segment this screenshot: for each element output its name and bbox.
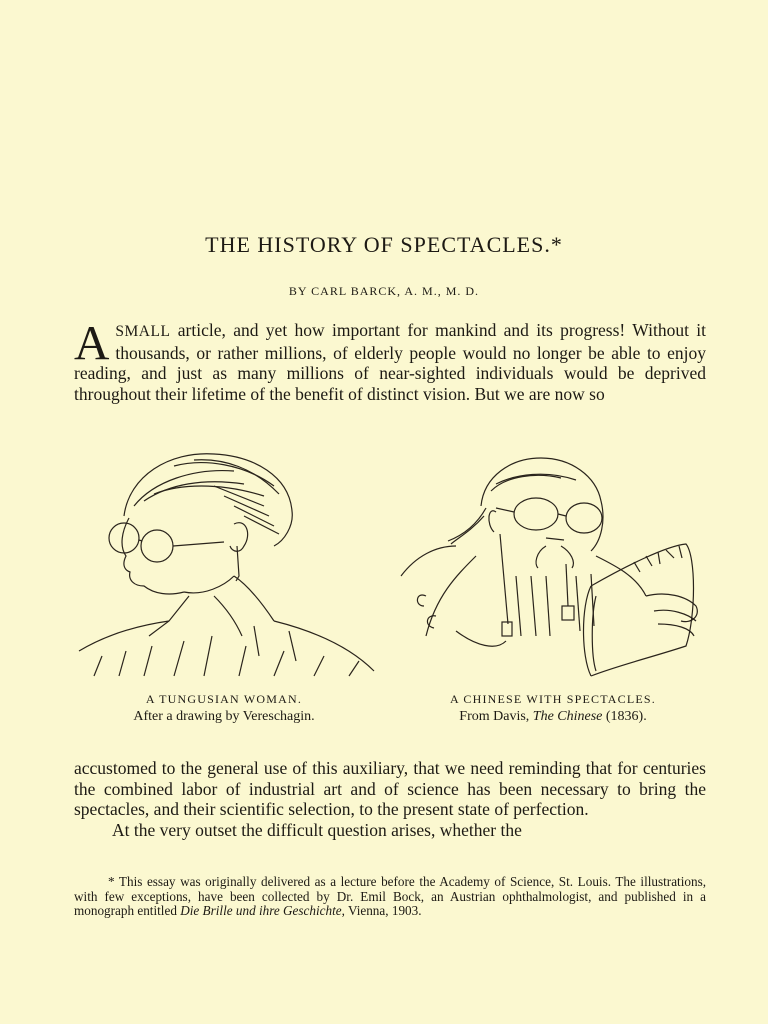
tungusian-woman-illustration xyxy=(74,446,384,680)
footnote-text-start: * This essay was originally delivered as a lecture before the Academy of Science, St. Louis. The illustrations, with few exceptions, have been collected by Dr. Emil Bock, an Austrian ophthalmologist, and published in a monograph entitled xyxy=(74,874,706,918)
article-title: THE HISTORY OF SPECTACLES.* xyxy=(205,232,563,257)
opening-paragraph-text: article, and yet how important for mankind and its progress! Without it thousands, or rather millions, of elderly people would no longer be able to enjoy reading, and just as many millions of near-sighted individuals would be deprived throughout their lifetime of the benefit of distinct vision. But we are now so xyxy=(74,320,706,404)
next-paragraph-text: At the very outset the difficult question arises, whether the xyxy=(112,819,522,840)
footnote xyxy=(74,875,706,919)
man-drawing xyxy=(396,446,706,680)
drop-cap: A xyxy=(74,315,110,370)
lead-word: SMALL xyxy=(115,323,171,340)
footnote-text-end: , Vienna, 1903. xyxy=(341,903,422,918)
left-caption-title: A TUNGUSIAN WOMAN. xyxy=(145,692,303,706)
left-figure-caption xyxy=(74,690,374,726)
right-caption-prefix: From Davis, xyxy=(459,709,533,724)
continuation-paragraph xyxy=(74,758,706,840)
chinese-man-illustration xyxy=(396,446,706,680)
right-caption-title: A CHINESE WITH SPECTACLES. xyxy=(449,692,657,706)
right-figure-caption xyxy=(398,690,708,726)
left-caption-credit: After a drawing by Vereschagin. xyxy=(133,709,315,724)
author-byline: BY CARL BARCK, A. M., M. D. xyxy=(288,284,480,298)
opening-paragraph xyxy=(74,315,706,404)
woman-drawing xyxy=(74,446,384,680)
footnote-book-title: Die Brille und ihre Geschichte xyxy=(180,903,342,918)
right-caption-suffix: (1836). xyxy=(602,709,647,724)
continuation-text: accustomed to the general use of this auxiliary, that we need reminding that for centuries the combined labor of industrial art and of science has been necessary to bring the spectacles, and their scientific selection, to the present state of perfection. xyxy=(74,758,706,819)
right-caption-book-title: The Chinese xyxy=(532,709,603,724)
right-caption-credit xyxy=(398,708,708,726)
